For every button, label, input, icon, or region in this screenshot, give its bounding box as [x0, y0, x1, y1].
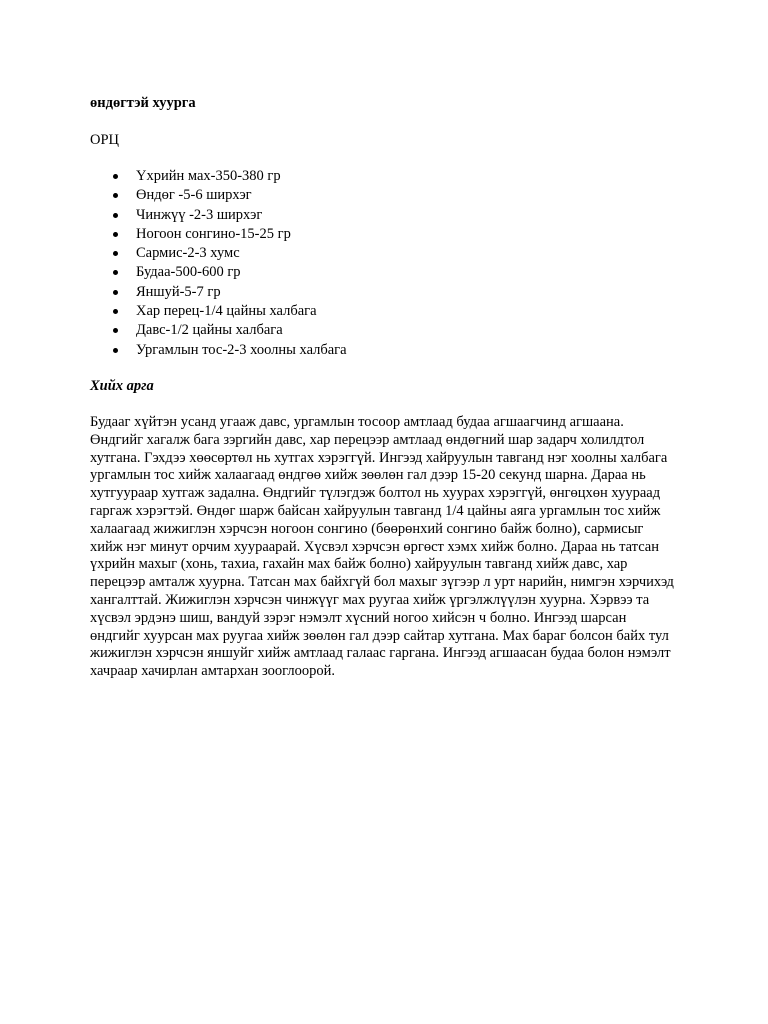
list-item	[90, 321, 680, 340]
list-item	[90, 302, 680, 321]
ingredient-list	[90, 167, 680, 360]
bullet-icon	[113, 193, 118, 198]
list-item	[90, 263, 680, 282]
ingredient-text: Чинжүү -2-3 ширхэг	[136, 206, 263, 223]
list-item	[90, 167, 680, 186]
method-paragraph: Будааг хүйтэн усанд угааж давс, ургамлын тосоор амтлаад будаа агшаагчинд агшаана. Өндгийг хагалж бага зэргийн давс, хар перецээр амтлаад өндөгний шар задарч холилдтол хутгана. Гэхдээ хөөсөртөл нь хутгах хэрэггүй. Ингээд хайруулын тавганд нэг хоолны халбага ургамлын тос хийж халаагаад өндгөө хийж зөөлөн гал дээр 15-20 секунд шарна. Дараа нь хутгуураар хутгаж задална. Өндгийг түлэгдэж болтол нь хуурах хэрэггүй, өнгөцхөн хуураад гаргаж хэрэгтэй. Өндөг шарж байсан хайруулын тавганд 1/4 цайны аяга ургамлын тос хийж халаагаад жижиглэн хэрчсэн ногоон сонгино (бөөрөнхий сонгино байж болно), сармисыг хийж нэг минут орчим хуураарай. Хүсвэл хэрчсэн өргөст хэмх хийж болно. Дараа нь татсан үхрийн махыг (хонь, тахиа, гахайн мах байж болно) хайруулын тавганд хийж давс, хар перецээр амталж хуурна. Татсан мах байхгүй бол махыг зүгээр л урт нарийн, нимгэн хэрчихэд хангалттай. Жижиглэн хэрчсэн чинжүүг мах руугаа хийж үргэлжлүүлэн хуурна. Хэрвээ та хүсвэл эрдэнэ шиш, вандуй зэрэг нэмэлт хүсний ногоо хийсэн ч болно. Ингээд шарсан өндгийг хуурсан мах руугаа хийж зөөлөн гал дээр сайтар хутгана. Мах бараг болсон байх тул жижиглэн хэрчсэн яншуйг хийж амтлаад галаас гаргана. Ингээд агшаасан будаа болон нэмэлт хачраар хачирлан амтархан зооглоорой.	[90, 413, 674, 680]
ingredient-text: Ногоон сонгино-15-25 гр	[136, 225, 291, 242]
ingredients-heading: ОРЦ	[90, 132, 120, 148]
ingredient-text: Давс-1/2 цайны халбага	[136, 322, 283, 339]
ingredient-text: Сармис-2-3 хумс	[136, 245, 240, 262]
bullet-icon	[113, 328, 118, 333]
list-item	[90, 283, 680, 302]
list-item	[90, 186, 680, 205]
bullet-icon	[113, 270, 118, 275]
bullet-icon	[113, 290, 118, 295]
bullet-icon	[113, 309, 118, 314]
ingredient-text: Яншуй-5-7 гр	[136, 283, 221, 300]
recipe-title: өндөгтэй хуурга	[90, 95, 196, 111]
list-item	[90, 244, 680, 263]
ingredient-text: Хар перец-1/4 цайны халбага	[136, 303, 317, 320]
ingredient-text: Үхрийн мах-350-380 гр	[136, 168, 281, 184]
list-item	[90, 341, 680, 360]
ingredient-text: Ургамлын тос-2-3 хоолны халбага	[136, 341, 347, 358]
bullet-icon	[113, 348, 118, 353]
bullet-icon	[113, 251, 118, 256]
list-item	[90, 206, 680, 225]
ingredient-text: Будаа-500-600 гр	[136, 264, 241, 281]
list-item	[90, 225, 680, 244]
method-heading: Хийх арга	[90, 377, 154, 394]
ingredient-text: Өндөг -5-6 ширхэг	[136, 187, 252, 204]
document-page	[90, 94, 680, 681]
bullet-icon	[113, 213, 118, 218]
bullet-icon	[113, 232, 118, 237]
bullet-icon	[113, 174, 118, 179]
